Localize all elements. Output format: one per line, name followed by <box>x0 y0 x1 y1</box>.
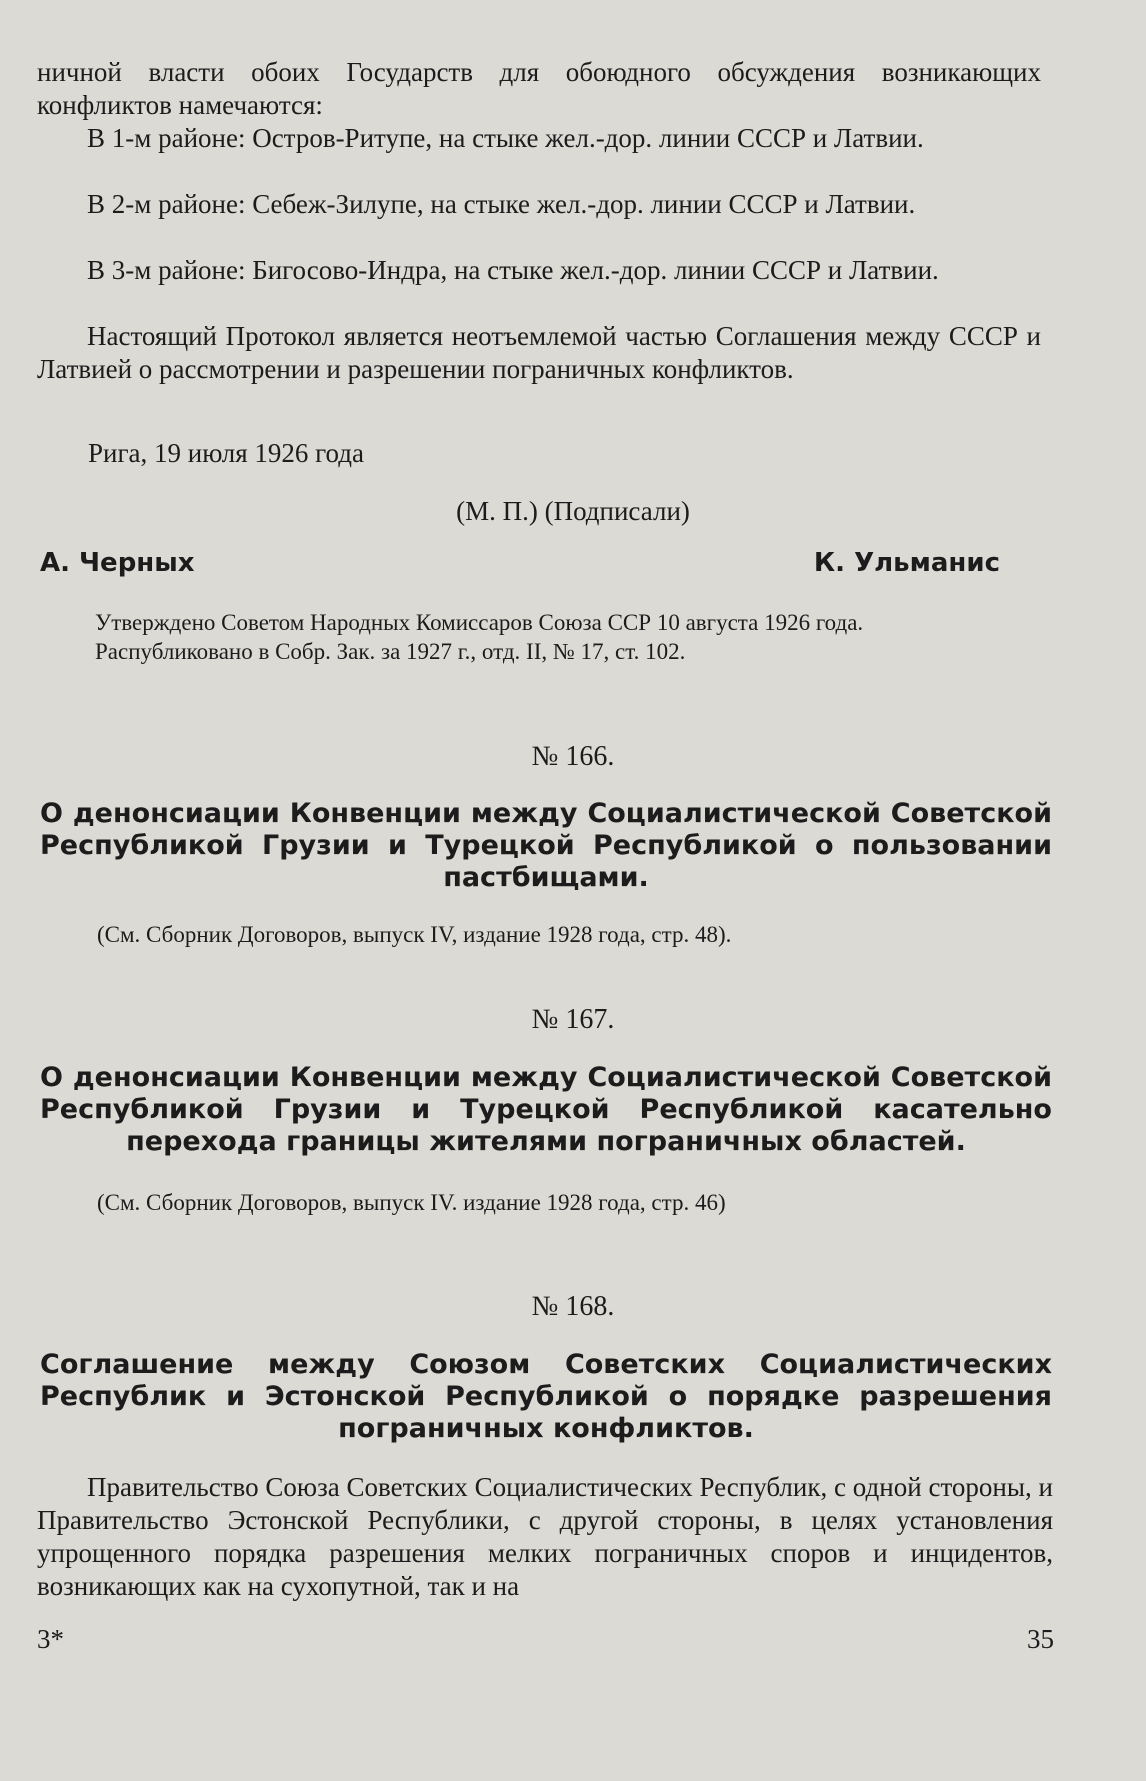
entry-166-reference: (См. Сборник Договоров, выпуск IV, издание 1928 года, стр. 48). <box>97 922 732 947</box>
approval-note <box>95 608 863 666</box>
signature-mark: 3* <box>37 1624 64 1654</box>
entry-167-reference: (См. Сборник Договоров, выпуск IV. издание 1928 года, стр. 46) <box>97 1190 726 1215</box>
approval-line-2: Распубликовано в Собр. Зак. за 1927 г., отд. II, № 17, ст. 102. <box>95 639 686 664</box>
entry-168-title: Соглашение между Союзом Советских Социалистических Республик и Эстонской Республикой о порядке разрешения пограничных конфликтов. <box>40 1349 1052 1444</box>
closing-paragraph: Настоящий Протокол является неотъемлемой частью Соглашения между СССР и Латвией о рассмотрении и разрешении пограничных конфликтов. <box>37 321 1041 384</box>
entry-167-number: № 167. <box>531 1004 615 1035</box>
entry-168-number: № 168. <box>531 1291 615 1322</box>
signatory-left: А. Черных <box>40 548 195 578</box>
entry-168-body: Правительство Союза Советских Социалистических Республик, с одной стороны, и Правительство Эстонской Республики, с другой стороны, в целях установления упрощенного порядка разрешения мелких пограничных споров и инцидентов, возникающих как на сухопутной, так и на <box>37 1472 1053 1601</box>
continuation-paragraph: ничной власти обоих Государств для обоюдного обсуждения возникающих конфликтов намечаются: <box>37 57 1041 120</box>
seal-signed-line: (М. П.) (Подписали) <box>456 496 690 526</box>
district-3: В 3-м районе: Бигосово-Индра, на стыке жел.-дор. линии СССР и Латвии. <box>87 255 939 285</box>
entry-167-title: О денонсиации Конвенции между Социалистической Советской Республикой Грузии и Турецкой Республикой касательно перехода границы жителями пограничных областей. <box>40 1062 1052 1157</box>
entry-166-number: № 166. <box>531 741 615 772</box>
entry-166-title: О денонсиации Конвенции между Социалистической Советской Республикой Грузии и Турецкой Республикой о пользовании пастбищами. <box>40 798 1052 893</box>
approval-line-1: Утверждено Советом Народных Комиссаров Союза ССР 10 августа 1926 года. <box>95 610 864 635</box>
page-number: 35 <box>1027 1624 1054 1654</box>
signatory-right: К. Ульманис <box>813 548 1000 578</box>
district-1: В 1-м районе: Остров-Ритупе, на стыке жел.-дор. линии СССР и Латвии. <box>87 123 924 153</box>
district-2: В 2-м районе: Себеж-Зилупе, на стыке жел.-дор. линии СССР и Латвии. <box>87 189 916 219</box>
place-date: Рига, 19 июля 1926 года <box>88 438 364 468</box>
